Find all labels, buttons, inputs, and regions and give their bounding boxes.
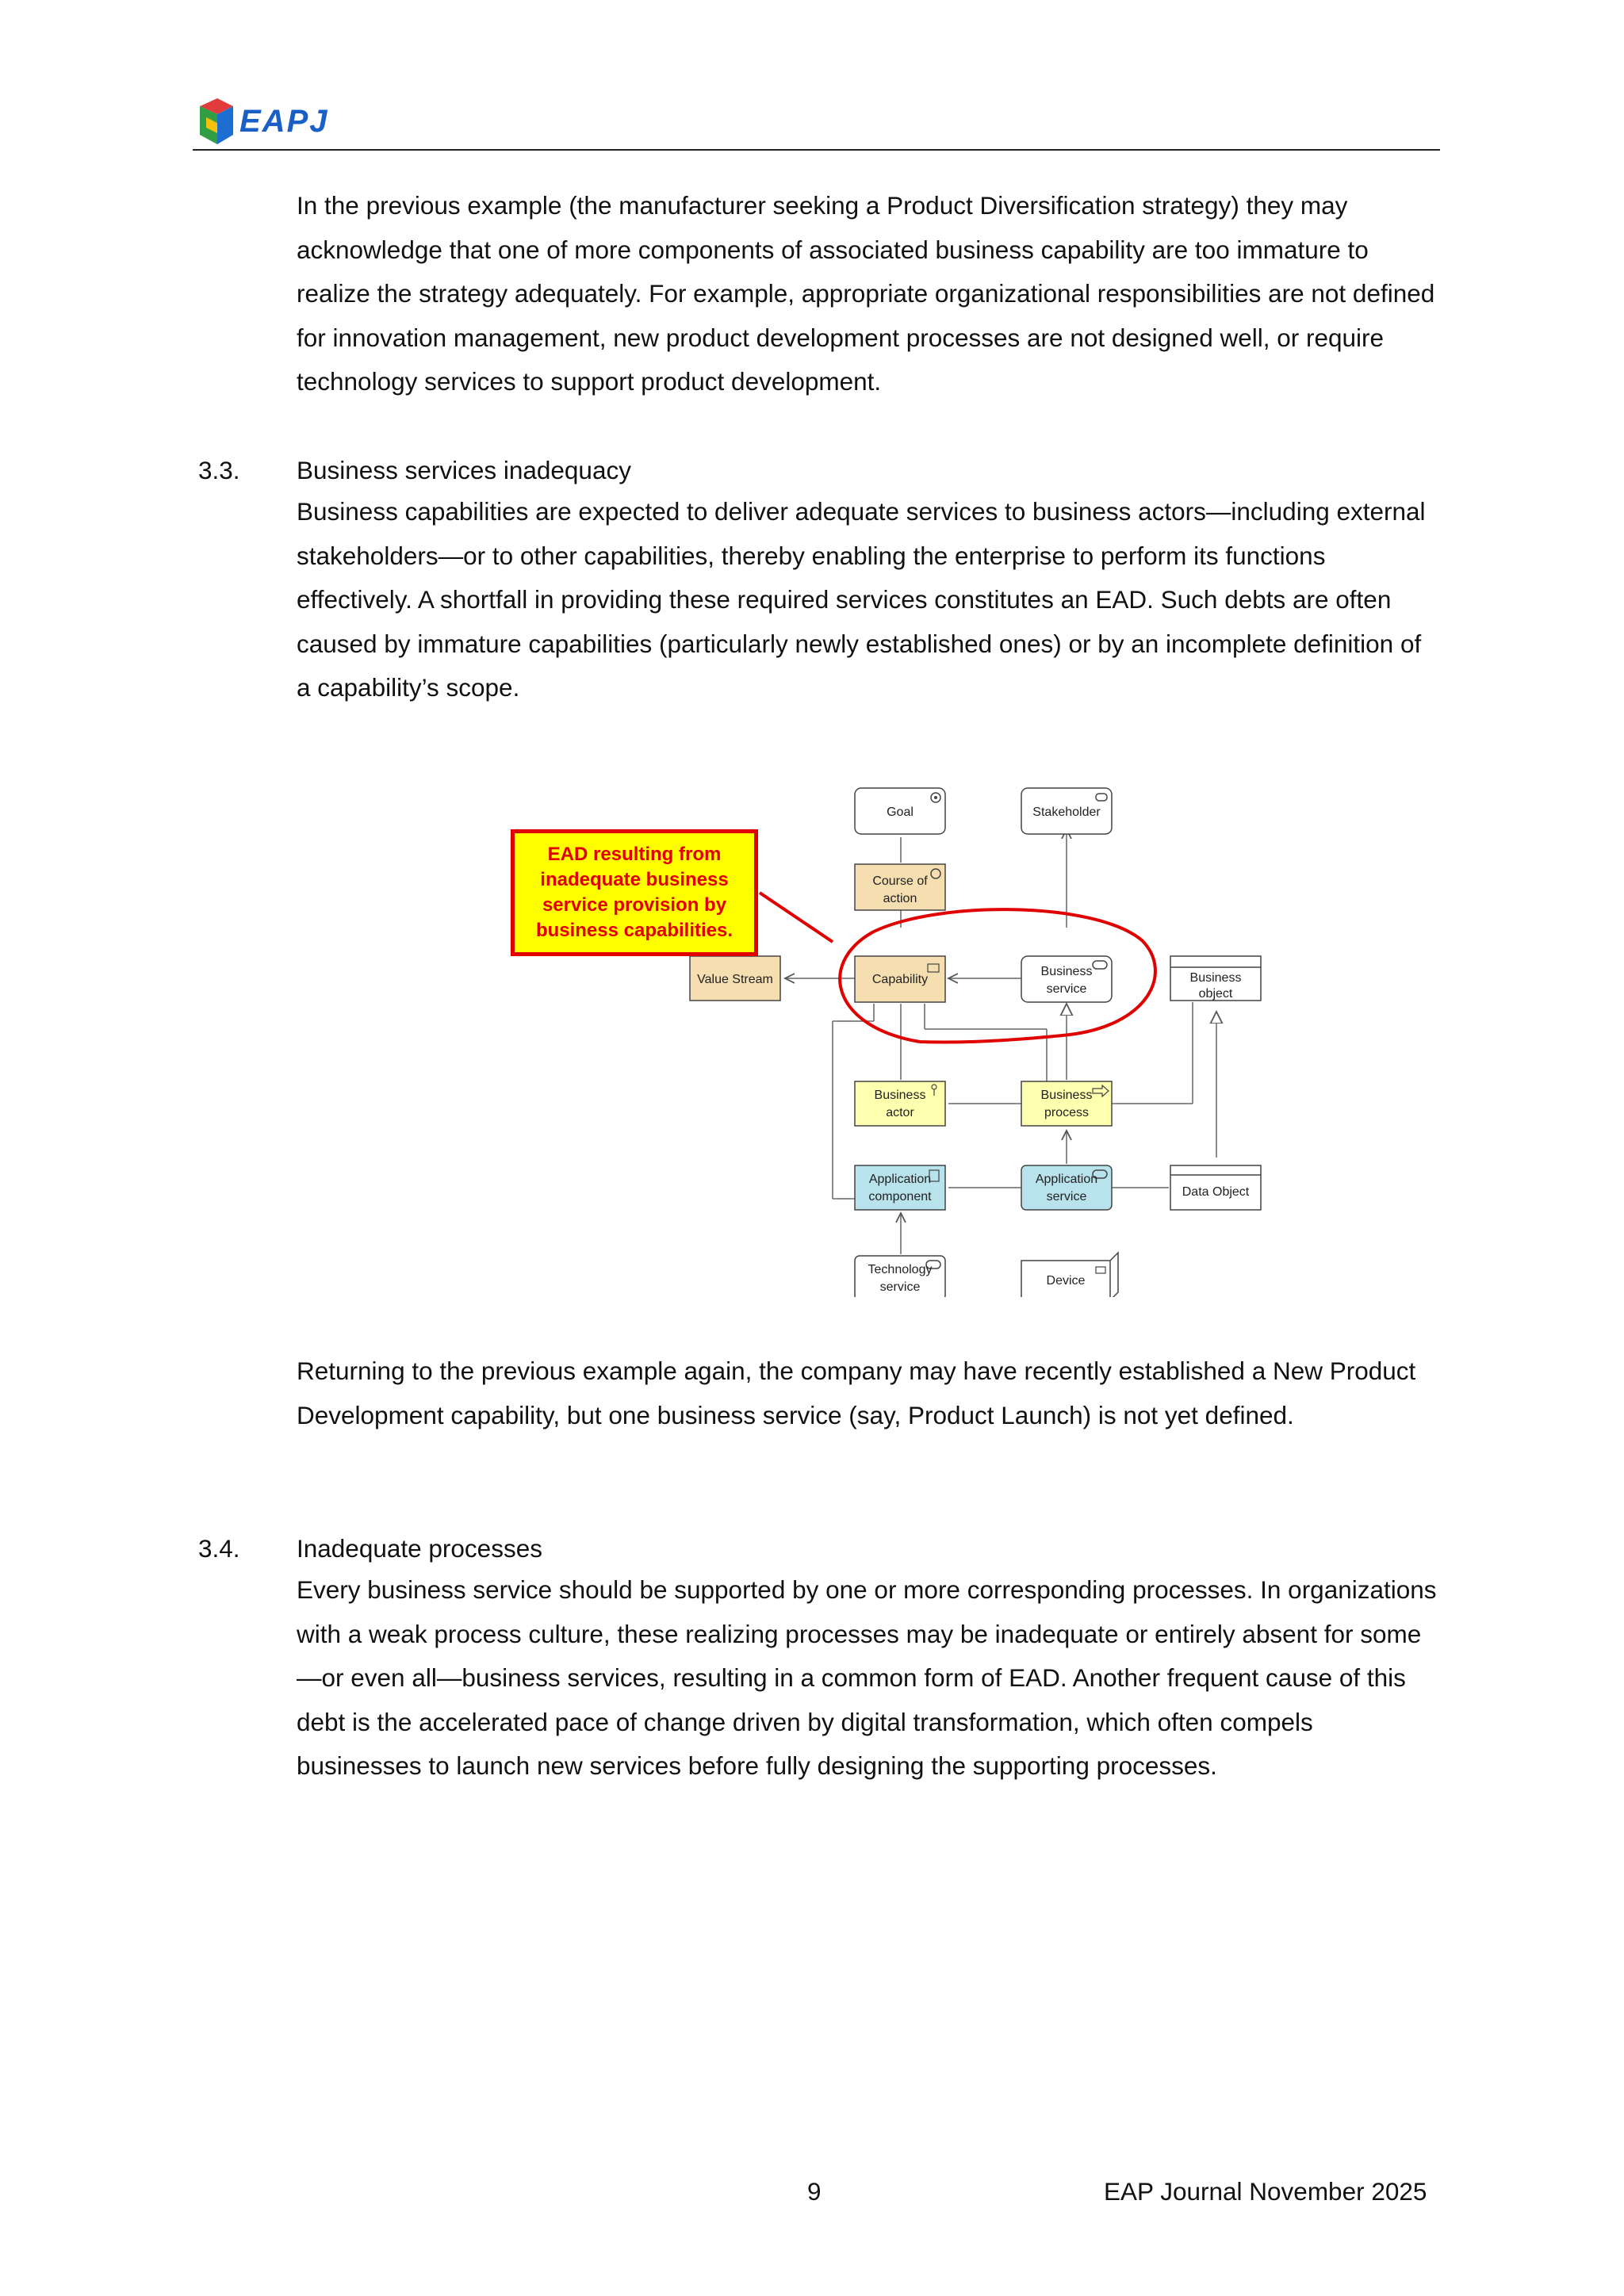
business-object-element	[1170, 956, 1261, 1001]
business-service-element	[1021, 956, 1112, 1002]
goal-element	[855, 788, 945, 834]
value-stream-element	[690, 956, 780, 1001]
device-element	[1021, 1253, 1118, 1297]
figure-callout: EAD resulting from inadequate business service provision by business capabilities.	[511, 829, 758, 956]
application-component-element	[855, 1165, 945, 1210]
svg-text:Business: Business	[1040, 1089, 1093, 1102]
journal-footer: EAP Journal November 2025	[1104, 2177, 1427, 2206]
svg-text:actor: actor	[886, 1106, 914, 1119]
svg-text:service: service	[1046, 1190, 1087, 1203]
eapj-logo	[197, 95, 367, 147]
svg-text:Business: Business	[1040, 965, 1093, 978]
svg-text:Value Stream: Value Stream	[697, 973, 773, 986]
section-title: Inadequate processes	[297, 1534, 542, 1563]
svg-text:Goal: Goal	[887, 806, 914, 819]
svg-text:Application: Application	[868, 1173, 932, 1186]
svg-text:component: component	[868, 1190, 932, 1203]
section-body: Business capabilities are expected to deliver adequate services to business actors—including external stakeholders—or to other capabilities, thereby enabling the enterprise to perform its functions effectively. A shortfall in providing these required services constitutes an EAD. Such debts are often caused by immature capabilities (particularly newly established ones) or by an incomplete definition of a capability’s scope.	[297, 497, 1426, 702]
business-process-element	[1021, 1081, 1112, 1126]
section-number: 3.3.	[198, 456, 240, 484]
data-object-element	[1170, 1165, 1261, 1210]
follow-paragraph: Returning to the previous example again, the company may have recently established a New Product Development capability, but one business service (say, Product Launch) is not yet defined.	[297, 1357, 1416, 1429]
svg-text:Course of: Course of	[872, 874, 928, 888]
application-service-element	[1021, 1165, 1112, 1210]
capability-element	[855, 956, 945, 1002]
svg-text:Data Object: Data Object	[1182, 1185, 1250, 1199]
section-title: Business services inadequacy	[297, 456, 631, 484]
svg-text:action: action	[883, 892, 917, 905]
svg-text:Stakeholder: Stakeholder	[1032, 806, 1101, 819]
page-number: 9	[807, 2177, 822, 2206]
svg-text:Business: Business	[1189, 971, 1242, 985]
course-of-action-element	[855, 864, 945, 910]
business-actor-element	[855, 1081, 945, 1126]
section-number: 3.4.	[198, 1534, 240, 1563]
svg-text:Device: Device	[1046, 1274, 1086, 1288]
section-body: Every business service should be supported by one or more corresponding processes. In organizations with a weak process culture, these realizing processes may be inadequate or entirely absent for some—or even all—business services, resulting in a common form of EAD. Another frequent cause of this debt is the accelerated pace of change driven by digital transformation, which often compels businesses to launch new services before fully designing the supporting processes.	[297, 1575, 1437, 1780]
svg-text:service: service	[879, 1280, 921, 1294]
stakeholder-element	[1021, 788, 1112, 834]
svg-text:Business: Business	[874, 1089, 926, 1102]
archimate-diagram	[682, 774, 1293, 1297]
svg-text:service: service	[1046, 982, 1087, 996]
svg-text:Application: Application	[1035, 1173, 1098, 1186]
svg-text:process: process	[1044, 1106, 1090, 1119]
svg-text:object: object	[1198, 987, 1233, 1001]
header-divider	[193, 149, 1440, 151]
svg-text:Capability: Capability	[871, 973, 929, 986]
logo-wordmark: EAPJ	[239, 104, 329, 139]
callout-pointer	[760, 893, 833, 942]
technology-service-element	[855, 1256, 945, 1297]
intro-paragraph: In the previous example (the manufacturer seeking a Product Diversification strategy) they may acknowledge that one of more components of associated business capability are too immature to realize the strategy adequately. For example, appropriate organizational responsibilities are not defined for innovation management, new product development processes are not designed well, or require technology services to support product development.	[297, 191, 1435, 396]
svg-text:Technology: Technology	[868, 1263, 933, 1276]
